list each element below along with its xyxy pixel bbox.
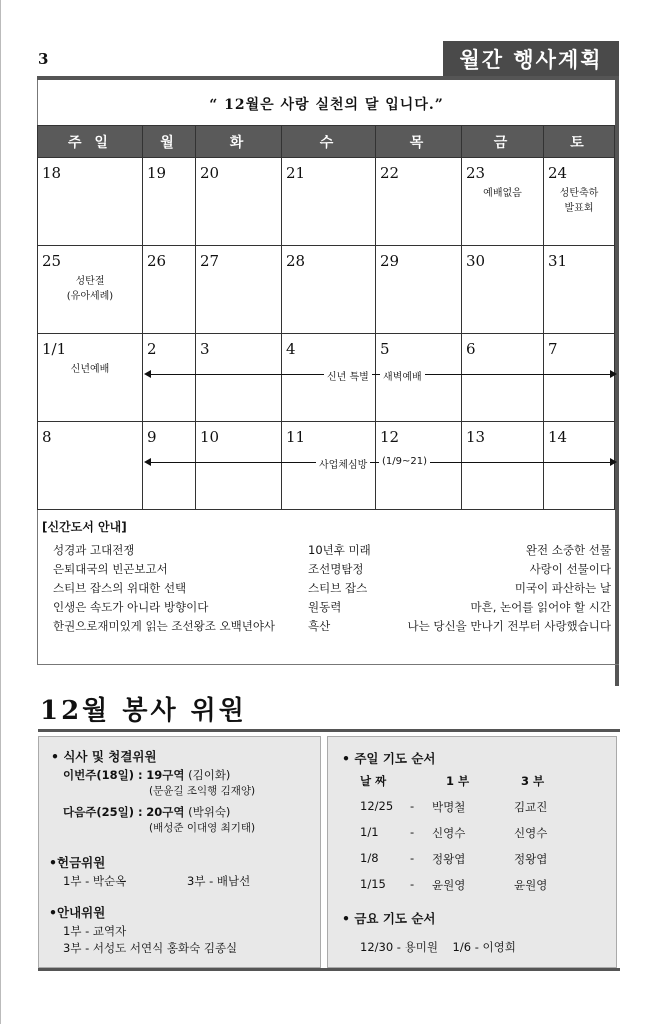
weekday-fri: 금 — [462, 126, 544, 158]
book-row — [38, 561, 615, 580]
book-title: 완전 소중한 선물 — [525, 543, 611, 557]
section-rule — [38, 729, 620, 732]
calendar-day-cell — [282, 246, 376, 334]
book-title: 미국이 파산하는 날 — [514, 581, 611, 595]
span-event-business-visit — [144, 456, 617, 471]
meal-this-week-label: 이번주(18일) : — [63, 768, 143, 782]
calendar-day-number: 21 — [286, 164, 306, 182]
calendar-day-cell — [196, 246, 282, 334]
monthly-calendar — [37, 125, 615, 510]
book-title: 은퇴대국의 빈곤보고서 — [53, 562, 168, 576]
calendar-day-number: 2 — [147, 340, 157, 358]
span-event-label-left: 사업체심방 — [316, 456, 370, 471]
calendar-day-cell — [282, 158, 376, 246]
frame-rule-right — [615, 76, 619, 686]
prayer-cell: 박명철 — [432, 800, 466, 814]
book-title: 스티브 잡스 — [308, 581, 368, 595]
calendar-day-number: 4 — [286, 340, 296, 358]
prayer-col-date: 날 짜 — [360, 774, 387, 788]
arrow-right-icon — [610, 458, 617, 466]
weekday-wed: 수 — [282, 126, 376, 158]
weekday-tue: 화 — [196, 126, 282, 158]
weekday-sun: 주 일 — [38, 126, 143, 158]
calendar-day-number: 3 — [200, 340, 210, 358]
span-event-label-right: 새벽예배 — [380, 368, 425, 383]
calendar-day-number: 26 — [147, 252, 167, 270]
span-event-label-right: (1/9~21) — [379, 456, 430, 467]
span-event-new-year-dawn — [144, 368, 617, 383]
calendar-day-cell — [143, 246, 196, 334]
meal-next-week-leader: (박위숙) — [188, 805, 231, 819]
calendar-day-cell — [462, 246, 544, 334]
guide-heading: •안내위원 — [49, 905, 106, 920]
calendar-day-cell — [143, 158, 196, 246]
calendar-day-number: 29 — [380, 252, 400, 270]
page-edge — [0, 0, 1, 1024]
meal-this-week-members: (문윤길 조익행 김재양) — [149, 785, 256, 797]
book-title: 10년후 미래 — [308, 543, 371, 557]
arrow-right-icon — [610, 370, 617, 378]
meal-next-week — [63, 804, 230, 820]
weekday-thu: 목 — [376, 126, 462, 158]
offering-heading: •헌금위원 — [49, 855, 106, 870]
calendar-day-number: 9 — [147, 428, 157, 446]
meal-this-week-leader: (김이화) — [188, 768, 231, 782]
book-title: 흑산 — [308, 619, 331, 633]
guide-part1: 1부 - 교역자 — [63, 924, 127, 938]
sunday-prayer-heading: • 주일 기도 순서 — [342, 751, 436, 766]
calendar-day-note: 성탄절 (유아세례) — [66, 276, 114, 302]
prayer-cell: - — [410, 877, 415, 891]
book-row — [38, 580, 615, 599]
prayer-cell: - — [410, 799, 415, 813]
meal-this-week — [63, 767, 230, 783]
book-row — [38, 618, 615, 637]
prayer-cell: 정왕엽 — [514, 852, 548, 866]
calendar-day-number: 27 — [200, 252, 220, 270]
offering-part1: 1부 - 박순옥 — [63, 874, 127, 888]
book-title: 원동력 — [308, 600, 342, 614]
weekday-header-row — [38, 126, 615, 158]
calendar-day-number: 31 — [548, 252, 568, 270]
calendar-day-cell — [544, 246, 615, 334]
prayer-cell: 윤원영 — [432, 878, 466, 892]
prayer-cell: 신영수 — [514, 826, 548, 840]
prayer-cell: - — [410, 825, 415, 839]
prayer-cell: 12/25 — [360, 799, 394, 813]
calendar-day-number: 12 — [380, 428, 400, 446]
calendar-day-number: 6 — [466, 340, 476, 358]
book-title: 성경과 고대전쟁 — [53, 543, 135, 557]
book-row — [38, 599, 615, 618]
prayer-cell: 김교진 — [514, 800, 548, 814]
friday-prayer-heading: • 금요 기도 순서 — [342, 911, 436, 926]
calendar-day-number: 25 — [42, 252, 62, 270]
meal-next-week-members: (배성준 이대영 최기태) — [149, 822, 256, 834]
calendar-day-number: 20 — [200, 164, 220, 182]
calendar-day-cell — [376, 158, 462, 246]
calendar-day-note: 신년예배 — [70, 364, 110, 375]
new-books-title: [신간도서 안내] — [42, 520, 127, 534]
meal-next-week-label: 다음주(25일) : — [63, 805, 143, 819]
frame-rule-bottom — [37, 664, 619, 665]
weekday-sat: 토 — [544, 126, 615, 158]
calendar-day-cell — [376, 246, 462, 334]
meal-this-week-zone: 19구역 — [146, 768, 185, 782]
calendar-day-number: 23 — [466, 164, 486, 182]
book-title: 마흔, 논어를 읽어야 할 시간 — [470, 600, 611, 614]
calendar-week-row — [38, 158, 615, 246]
calendar-day-cell — [38, 422, 143, 510]
prayer-cell: 1/15 — [360, 877, 386, 891]
prayer-cell: 신영수 — [432, 826, 466, 840]
bottom-rule — [38, 968, 620, 971]
calendar-day-number: 19 — [147, 164, 167, 182]
calendar-day-number: 7 — [548, 340, 558, 358]
offering-part3: 3부 - 배남선 — [187, 874, 251, 888]
prayer-cell: 1/8 — [360, 851, 379, 865]
prayer-col-part3: 3 부 — [521, 774, 545, 788]
friday-prayer-line: 12/30 - 용미원 1/6 - 이영희 — [360, 940, 516, 954]
prayer-col-part1: 1 부 — [446, 774, 470, 788]
calendar-day-number: 5 — [380, 340, 390, 358]
volunteers-box — [38, 736, 321, 968]
calendar-week-row — [38, 246, 615, 334]
book-row — [38, 542, 615, 561]
calendar-day-number: 24 — [548, 164, 568, 182]
meal-heading: • 식사 및 청결위원 — [51, 749, 157, 764]
span-event-label-left: 신년 특별 — [324, 368, 372, 383]
calendar-day-cell — [196, 158, 282, 246]
calendar-day-number: 14 — [548, 428, 568, 446]
calendar-day-number: 1/1 — [42, 340, 67, 358]
calendar-day-number: 10 — [200, 428, 220, 446]
monthly-motto: “ 12월은 사랑 실천의 달 입니다.” — [209, 97, 444, 113]
prayer-cell: - — [410, 851, 415, 865]
new-books-list — [38, 542, 615, 637]
weekday-mon: 월 — [143, 126, 196, 158]
calendar-day-number: 11 — [286, 428, 306, 446]
meal-next-week-zone: 20구역 — [146, 805, 185, 819]
book-title: 나는 당신을 만나기 전부터 사랑했습니다 — [407, 619, 611, 633]
prayer-cell: 윤원영 — [514, 878, 548, 892]
calendar-day-note: 성탄축하 발표회 — [559, 188, 599, 214]
page-number: 3 — [38, 50, 49, 68]
calendar-day-cell — [38, 246, 143, 334]
book-title: 사랑이 선물이다 — [529, 562, 611, 576]
calendar-day-cell — [38, 334, 143, 422]
calendar-day-number: 8 — [42, 428, 52, 446]
book-title: 인생은 속도가 아니라 방향이다 — [53, 600, 209, 614]
calendar-day-number: 18 — [42, 164, 62, 182]
calendar-day-number: 13 — [466, 428, 486, 446]
calendar-day-number: 28 — [286, 252, 306, 270]
book-title: 조선명탐정 — [308, 562, 364, 576]
calendar-day-number: 22 — [380, 164, 400, 182]
volunteers-title: 12월 봉사 위원 — [40, 696, 247, 726]
calendar-day-number: 30 — [466, 252, 486, 270]
frame-rule-top — [37, 76, 619, 80]
section-header-title: 월간 행사계획 — [443, 41, 619, 76]
calendar-day-note: 예배없음 — [483, 188, 522, 199]
prayer-box — [327, 736, 617, 968]
prayer-cell: 1/1 — [360, 825, 379, 839]
book-title: 스티브 잡스의 위대한 선택 — [53, 581, 187, 595]
calendar-day-cell — [38, 158, 143, 246]
guide-part3: 3부 - 서성도 서연식 홍화숙 김종실 — [63, 941, 238, 955]
prayer-cell: 정왕엽 — [432, 852, 466, 866]
calendar-day-cell — [544, 158, 615, 246]
calendar-day-cell — [462, 158, 544, 246]
book-title: 한권으로재미있게 읽는 조선왕조 오백년야사 — [53, 619, 276, 633]
